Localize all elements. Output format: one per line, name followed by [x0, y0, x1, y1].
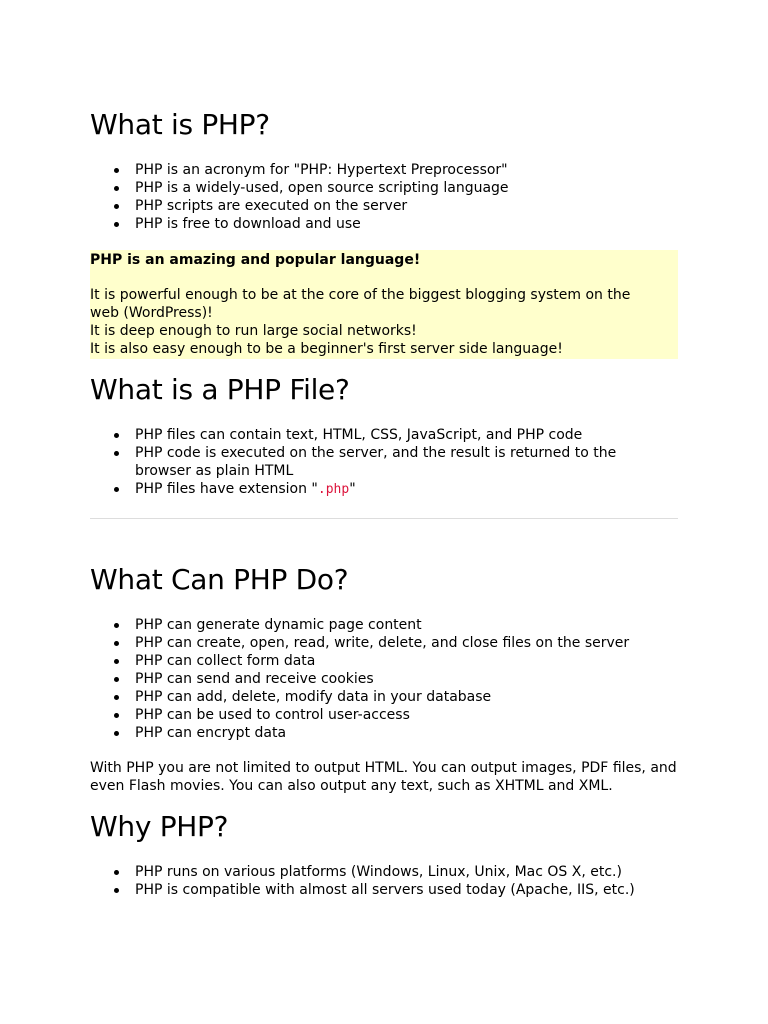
heading-what-is-php-file: What is a PHP File? — [90, 373, 350, 406]
list-item: PHP can generate dynamic page content — [135, 616, 678, 634]
list-item: PHP can add, delete, modify data in your database — [135, 688, 678, 706]
why-php-list — [90, 863, 678, 899]
php-capabilities-list — [90, 616, 678, 742]
list-item: PHP can create, open, read, write, delete, and close files on the server — [135, 634, 678, 652]
list-item: PHP is free to download and use — [135, 215, 678, 233]
document-page — [90, 0, 678, 899]
code-extension: .php — [317, 482, 350, 497]
list-item: PHP is an acronym for "PHP: Hypertext Preprocessor" — [135, 161, 678, 179]
extension-suffix: " — [349, 481, 356, 497]
heading-what-is-php: What is PHP? — [90, 108, 270, 141]
list-item: PHP is compatible with almost all servers used today (Apache, IIS, etc.) — [135, 881, 678, 899]
list-item: PHP code is executed on the server, and the result is returned to the browser as plain HTML — [135, 444, 648, 480]
heading-why-php: Why PHP? — [90, 810, 229, 843]
note-body — [90, 286, 678, 358]
note-line: It is deep enough to run large social networks! — [90, 323, 417, 339]
list-item: PHP can collect form data — [135, 652, 678, 670]
list-item: PHP can send and receive cookies — [135, 670, 678, 688]
output-paragraph: With PHP you are not limited to output HTML. You can output images, PDF files, and even Flash movies. You can also output any text, such as XHTML and XML. — [90, 760, 677, 794]
note-line: It is also easy enough to be a beginner's first server side language! — [90, 341, 563, 357]
list-item: PHP runs on various platforms (Windows, Linux, Unix, Mac OS X, etc.) — [135, 863, 678, 881]
php-intro-list — [90, 161, 678, 233]
list-item: PHP files can contain text, HTML, CSS, JavaScript, and PHP code — [135, 426, 648, 444]
note-line: It is powerful enough to be at the core of the biggest blogging system on the web (WordPress)! — [90, 287, 631, 321]
php-file-list — [90, 426, 678, 499]
highlight-note — [90, 250, 678, 359]
section-divider — [90, 518, 678, 519]
note-heading: PHP is an amazing and popular language! — [90, 252, 421, 268]
list-item: PHP can be used to control user-access — [135, 706, 678, 724]
list-item: PHP scripts are executed on the server — [135, 197, 678, 215]
heading-what-can-php-do: What Can PHP Do? — [90, 563, 349, 596]
list-item — [135, 480, 648, 499]
extension-prefix: PHP files have extension " — [135, 481, 318, 497]
list-item: PHP can encrypt data — [135, 724, 678, 742]
list-item: PHP is a widely-used, open source scripting language — [135, 179, 678, 197]
